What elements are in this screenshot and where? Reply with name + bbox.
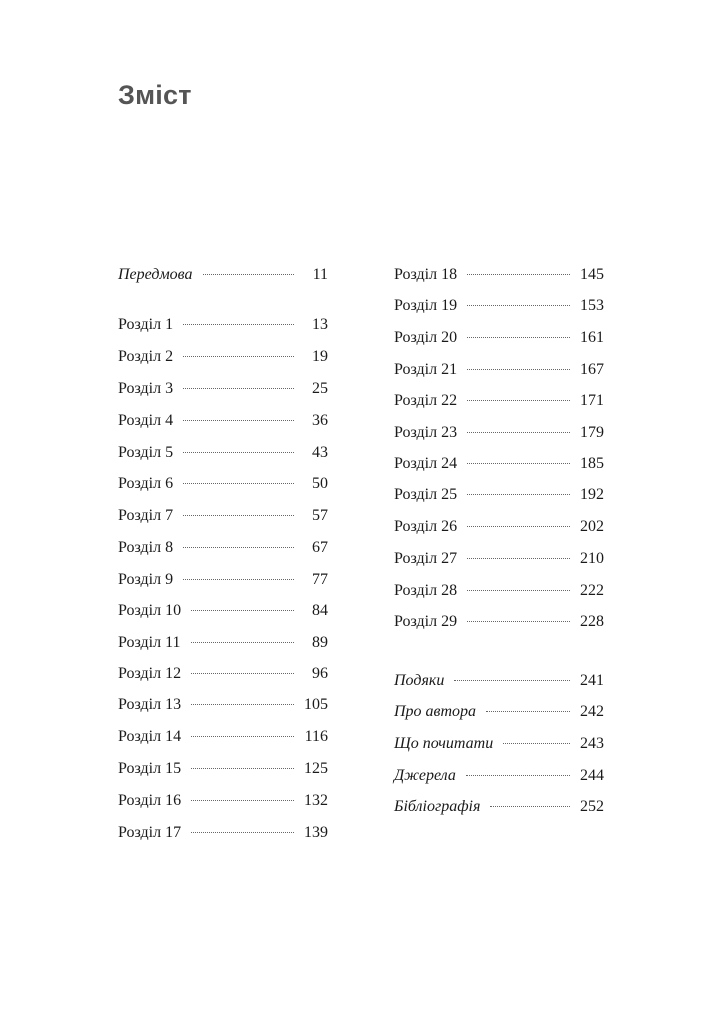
toc-entry-label: Розділ 8 [118, 539, 174, 556]
toc-entry-label: Розділ 12 [118, 665, 182, 682]
toc-entry-page-number: 210 [580, 550, 604, 567]
toc-entry [118, 756, 328, 782]
toc-entry [394, 699, 604, 725]
toc-entry [394, 546, 604, 572]
dot-leader [467, 558, 570, 559]
toc-entry [394, 731, 604, 757]
dot-leader [191, 610, 294, 611]
toc-entry-label: Розділ 23 [394, 424, 458, 441]
toc-entry-page-number: 228 [580, 613, 604, 630]
dot-leader [467, 369, 570, 370]
toc-entry-label: Розділ 27 [394, 550, 458, 567]
toc-entry-label: Розділ 5 [118, 444, 174, 461]
toc-entry [394, 578, 604, 604]
toc-entry [118, 535, 328, 561]
toc-entry-label: Розділ 13 [118, 696, 182, 713]
dot-leader [467, 590, 570, 591]
dot-leader [467, 400, 570, 401]
toc-entry-label: Розділ 22 [394, 392, 458, 409]
toc-entry [394, 668, 604, 694]
toc-entry [118, 567, 328, 593]
toc-entry-page-number: 36 [312, 412, 328, 429]
toc-entry-page-number: 243 [580, 735, 604, 752]
toc-entry-label: Бібліографія [394, 798, 481, 815]
toc-entry-label: Розділ 4 [118, 412, 174, 429]
toc-entry-label: Розділ 10 [118, 602, 182, 619]
toc-entry-page-number: 50 [312, 475, 328, 492]
dot-leader [183, 452, 294, 453]
dot-leader [467, 274, 570, 275]
toc-entry-label: Передмова [118, 266, 193, 283]
toc-entry-page-number: 19 [312, 348, 328, 365]
toc-entry-page-number: 222 [580, 582, 604, 599]
dot-leader [191, 800, 294, 801]
toc-entry [118, 376, 328, 402]
toc-entry-page-number: 185 [580, 455, 604, 472]
toc-entry-page-number: 192 [580, 486, 604, 503]
toc-entry [118, 630, 328, 656]
toc-entry-label: Розділ 18 [394, 266, 458, 283]
toc-entry-label: Розділ 3 [118, 380, 174, 397]
dot-leader [191, 704, 294, 705]
toc-entry-page-number: 145 [580, 266, 604, 283]
dot-leader [183, 324, 294, 325]
dot-leader [454, 680, 570, 681]
toc-entry-page-number: 167 [580, 361, 604, 378]
toc-entry-label: Розділ 14 [118, 728, 182, 745]
toc-entry-page-number: 171 [580, 392, 604, 409]
toc-entry-page-number: 25 [312, 380, 328, 397]
toc-entry-page-number: 153 [580, 297, 604, 314]
toc-entry-label: Що почитати [394, 735, 494, 752]
toc-entry-page-number: 125 [304, 760, 328, 777]
toc-entry-page-number: 202 [580, 518, 604, 535]
dot-leader [467, 305, 570, 306]
toc-entry [118, 661, 328, 687]
toc-entry [394, 482, 604, 508]
toc-entry-page-number: 43 [312, 444, 328, 461]
toc-entry [118, 262, 328, 288]
toc-entry [394, 451, 604, 477]
toc-entry [118, 692, 328, 718]
dot-leader [467, 494, 570, 495]
toc-entry-label: Розділ 28 [394, 582, 458, 599]
toc-entry-page-number: 105 [304, 696, 328, 713]
page-title: Зміст [118, 80, 192, 110]
dot-leader [203, 274, 295, 275]
toc-entry-label: Розділ 9 [118, 571, 174, 588]
toc-entry [118, 408, 328, 434]
dot-leader [191, 768, 294, 769]
toc-entry [118, 440, 328, 466]
toc-entry-page-number: 179 [580, 424, 604, 441]
toc-entry [118, 503, 328, 529]
dot-leader [503, 743, 570, 744]
dot-leader [490, 806, 570, 807]
toc-entry [118, 724, 328, 750]
toc-entry-label: Джерела [394, 767, 456, 784]
dot-leader [183, 356, 294, 357]
dot-leader [191, 832, 294, 833]
toc-entry-page-number: 116 [304, 728, 328, 745]
toc-entry [394, 388, 604, 414]
toc-entry-label: Розділ 24 [394, 455, 458, 472]
toc-entry-page-number: 77 [312, 571, 328, 588]
toc-entry-label: Розділ 20 [394, 329, 458, 346]
toc-entry [394, 420, 604, 446]
toc-entry-label: Подяки [394, 672, 445, 689]
toc-entry-page-number: 89 [312, 634, 328, 651]
toc-entry-label: Розділ 29 [394, 613, 458, 630]
toc-entry [394, 293, 604, 319]
toc-entry-page-number: 161 [580, 329, 604, 346]
toc-entry-page-number: 139 [304, 824, 328, 841]
toc-entry-page-number: 96 [312, 665, 328, 682]
toc-entry-page-number: 132 [304, 792, 328, 809]
dot-leader [467, 432, 570, 433]
dot-leader [467, 621, 570, 622]
toc-entry [118, 471, 328, 497]
toc-entry-label: Розділ 25 [394, 486, 458, 503]
toc-entry-label: Розділ 16 [118, 792, 182, 809]
toc-entry [118, 820, 328, 846]
toc-entry-label: Розділ 26 [394, 518, 458, 535]
toc-entry [394, 357, 604, 383]
toc-entry [394, 763, 604, 789]
toc-entry [118, 344, 328, 370]
dot-leader [191, 642, 294, 643]
toc-entry-label: Розділ 1 [118, 316, 174, 333]
dot-leader [466, 775, 570, 776]
toc-entry [394, 794, 604, 820]
dot-leader [183, 515, 294, 516]
toc-entry-label: Розділ 7 [118, 507, 174, 524]
dot-leader [183, 388, 294, 389]
dot-leader [183, 420, 294, 421]
toc-entry-label: Розділ 11 [118, 634, 181, 651]
toc-entry-label: Розділ 17 [118, 824, 182, 841]
toc-entry [394, 514, 604, 540]
toc-entry-label: Розділ 6 [118, 475, 174, 492]
toc-entry-label: Розділ 2 [118, 348, 174, 365]
toc-entry-page-number: 67 [312, 539, 328, 556]
dot-leader [486, 711, 570, 712]
toc-entry [118, 788, 328, 814]
toc-entry-label: Розділ 19 [394, 297, 458, 314]
toc-entry-label: Про автора [394, 703, 477, 720]
dot-leader [467, 463, 570, 464]
toc-entry-page-number: 241 [580, 672, 604, 689]
toc-entry-page-number: 242 [580, 703, 604, 720]
dot-leader [467, 526, 570, 527]
dot-leader [183, 547, 294, 548]
dot-leader [191, 673, 294, 674]
toc-entry-page-number: 84 [312, 602, 328, 619]
dot-leader [467, 337, 570, 338]
toc-entry-page-number: 244 [580, 767, 604, 784]
toc-entry [118, 312, 328, 338]
toc-entry [394, 609, 604, 635]
toc-entry-label: Розділ 15 [118, 760, 182, 777]
toc-entry [394, 325, 604, 351]
toc-entry [394, 262, 604, 288]
dot-leader [191, 736, 294, 737]
toc-entry [118, 598, 328, 624]
toc-entry-page-number: 13 [312, 316, 328, 333]
dot-leader [183, 483, 294, 484]
toc-entry-page-number: 252 [580, 798, 604, 815]
toc-entry-label: Розділ 21 [394, 361, 458, 378]
toc-entry-page-number: 11 [312, 266, 328, 283]
toc-entry-page-number: 57 [312, 507, 328, 524]
dot-leader [183, 579, 294, 580]
